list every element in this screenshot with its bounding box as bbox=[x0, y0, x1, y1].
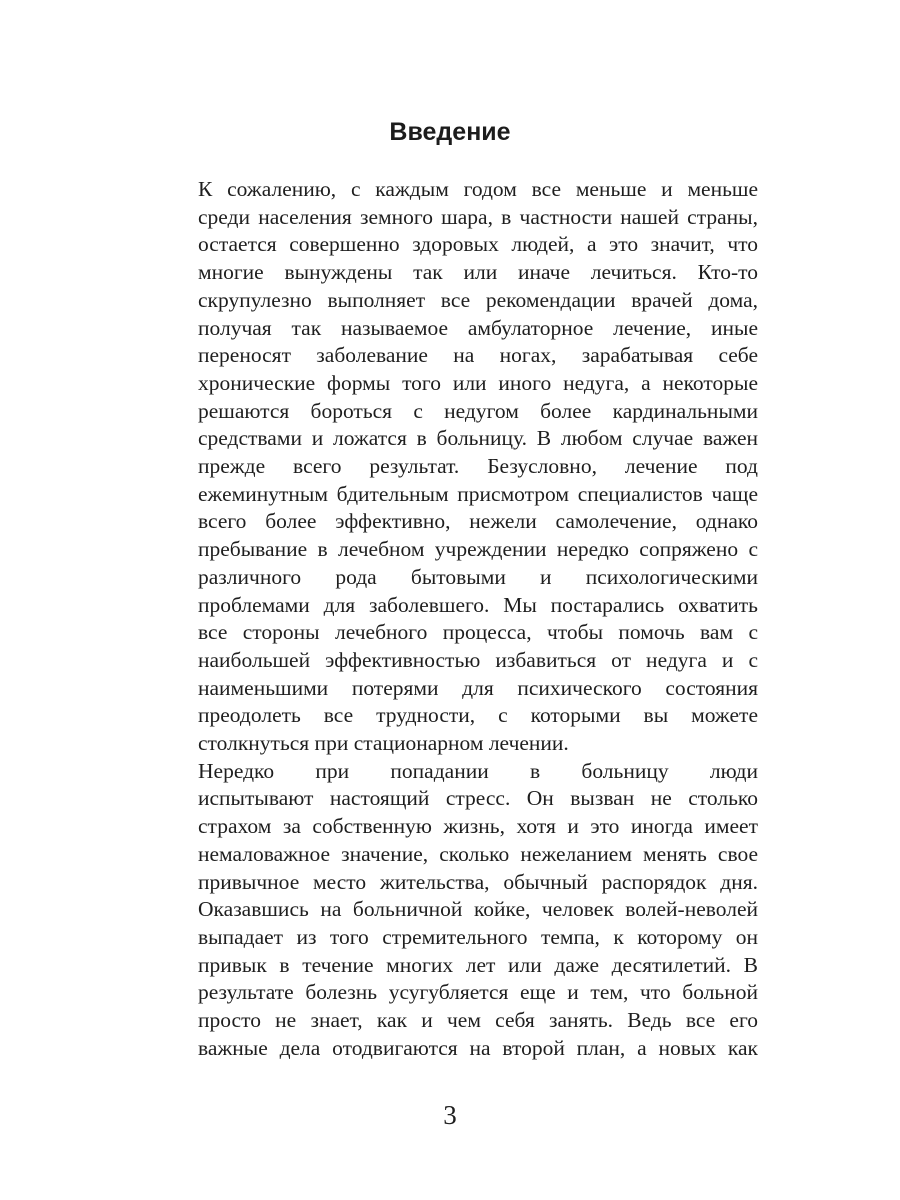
text-line: наименьшими потерями для психического состояния bbox=[198, 675, 758, 700]
text-line: испытывают настоящий стресс. Он вызван не столько bbox=[198, 786, 758, 811]
text-line: пребывание в лечебном учреждении нередко сопряжено с bbox=[198, 537, 758, 562]
text-line: получая так называемое амбулаторное лечение, иные bbox=[198, 315, 758, 340]
paragraph-2 bbox=[141, 758, 758, 1063]
text-line: средствами и ложатся в больницу. В любом случае важен bbox=[198, 426, 758, 451]
text-line: среди населения земного шара, в частности нашей страны, bbox=[198, 204, 758, 229]
text-line: Оказавшись на больничной койке, человек волей-неволей bbox=[198, 897, 758, 922]
text-line: привык в течение многих лет или даже десятилетий. В bbox=[198, 952, 758, 977]
text-line: переносят заболевание на ногах, зарабатывая себе bbox=[198, 343, 758, 368]
text-line: столкнуться при стационарном лечении. bbox=[198, 731, 569, 756]
text-line: немаловажное значение, сколько нежеланием менять свое bbox=[198, 841, 758, 866]
text-line: просто не знает, как и чем себя занять. Ведь все его bbox=[198, 1008, 758, 1033]
text-line: многие вынуждены так или иначе лечиться. Кто-то bbox=[198, 260, 758, 285]
text-line: страхом за собственную жизнь, хотя и это иногда имеет bbox=[198, 814, 758, 839]
text-line: важные дела отодвигаются на второй план, а новых как bbox=[198, 1035, 758, 1060]
text-line: хронические формы того или иного недуга, а некоторые bbox=[198, 370, 758, 395]
body-text bbox=[141, 176, 758, 1063]
page-number: 3 bbox=[443, 1100, 457, 1130]
text-line: прежде всего результат. Безусловно, лечение под bbox=[198, 454, 758, 479]
text-line: результате болезнь усугубляется еще и тем, что больной bbox=[198, 980, 758, 1005]
text-line: скрупулезно выполняет все рекомендации врачей дома, bbox=[198, 287, 758, 312]
chapter-title: Введение bbox=[389, 118, 511, 146]
text-line: решаются бороться с недугом более кардинальными bbox=[198, 398, 758, 423]
text-line: Нередко при попадании в больницу люди bbox=[198, 758, 758, 783]
text-line: проблемами для заболевшего. Мы постарались охватить bbox=[198, 592, 758, 617]
text-line: все стороны лечебного процесса, чтобы помочь вам с bbox=[198, 620, 758, 645]
text-line: привычное место жительства, обычный распорядок дня. bbox=[198, 869, 758, 894]
text-line: ежеминутным бдительным присмотром специалистов чаще bbox=[198, 481, 758, 506]
text-line: наибольшей эффективностью избавиться от недуга и с bbox=[198, 647, 758, 672]
text-line: различного рода бытовыми и психологическими bbox=[198, 564, 758, 589]
text-line: выпадает из того стремительного темпа, к которому он bbox=[198, 924, 758, 949]
text-line: преодолеть все трудности, с которыми вы можете bbox=[198, 703, 758, 728]
text-line: К сожалению, с каждым годом все меньше и меньше bbox=[198, 177, 758, 201]
paragraph-1 bbox=[141, 176, 758, 758]
text-line: остается совершенно здоровых людей, а это значит, что bbox=[198, 232, 758, 257]
text-line: всего более эффективно, нежели самолечение, однако bbox=[198, 509, 758, 534]
